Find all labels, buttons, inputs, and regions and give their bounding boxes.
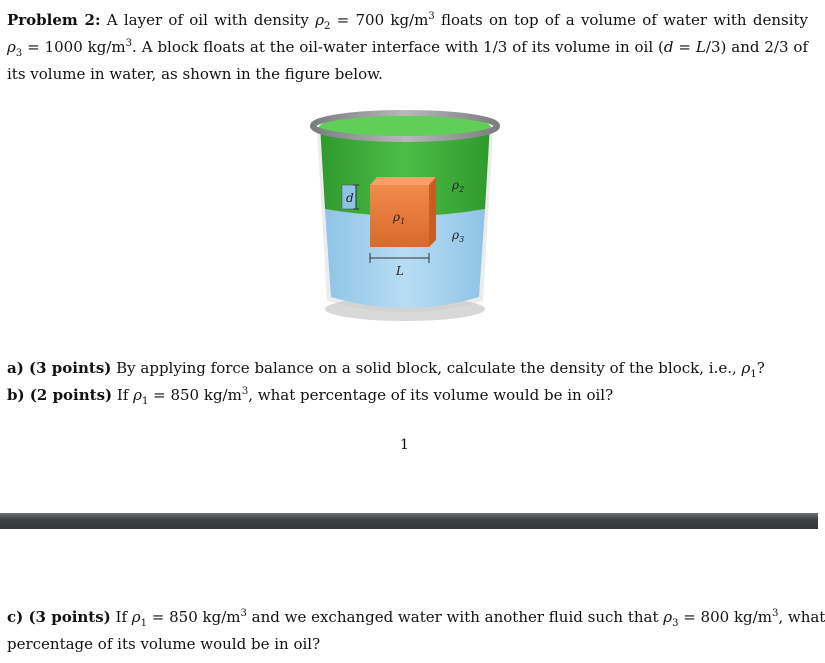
rho3-symbol: ρ [7,38,16,56]
intro-text: A layer of oil with density [106,11,309,29]
part-c-text-line2: percentage of its volume would be in oil? [7,635,321,653]
block-top [370,177,436,185]
rho1-subscript: 1 [141,396,149,407]
rho2-symbol: ρ [315,11,325,29]
part-b-text: If [112,386,134,404]
d-label: d [346,191,354,205]
unit-exponent: 3 [241,386,249,397]
rho1-label: $\rho_1$ [393,210,406,226]
rho3-label: $\rho_3$ [452,228,465,244]
L-variable: L [695,38,706,56]
problem-label: Problem 2: [7,11,101,29]
block-side [429,177,436,247]
part-c-text: If [110,608,132,626]
rho3-subscript: 3 [15,48,23,59]
problem-statement-line-1 [7,10,808,30]
beaker-illustration [305,113,505,330]
question-mark: ? [756,359,765,377]
part-b-text-end: , what percentage of its volume would be in oil? [248,386,614,404]
problem-statement-line-3 [7,64,808,84]
part-a-question [7,358,808,378]
equals-sign: = [673,38,696,56]
block-density-value: = 850 kg/m [148,386,242,404]
part-a-text: By applying force balance on a solid block, calculate the density of the block, i.e., [111,359,742,377]
rho2-subscript: 2 [324,21,331,32]
problem-statement-line-2 [7,37,808,57]
part-c-text-end: , what [778,608,825,626]
rho1-symbol: ρ [131,608,141,626]
intro-text-end: its volume in water, as shown in the figure below. [7,65,383,83]
water-density-value: = 1000 kg/m [22,38,126,56]
page-break-divider [0,513,818,529]
d-variable: d [663,38,674,56]
block-description: . A block floats at the oil-water interface with 1/3 of its volume in oil ( [132,38,664,56]
rho3-subscript: 3 [672,618,679,629]
part-c-text-mid: and we exchanged water with another fluid such that [246,608,664,626]
rho1-subscript: 1 [750,369,757,380]
L-label: L [396,264,404,278]
rho1-subscript: 1 [140,618,147,629]
unit-exponent: 3 [771,608,779,619]
part-c-label: c) (3 points) [7,608,111,626]
unit-exponent: 3 [240,608,247,619]
intro-text-cont: floats on top of a volume of water with density [434,11,808,29]
rho1-symbol: ρ [741,359,751,377]
part-b-question [7,385,808,405]
block-density-value: = 850 kg/m [147,608,241,626]
rho2-label: $\rho_2$ [452,178,465,194]
unit-exponent: 3 [428,11,435,22]
rho3-symbol: ρ [663,608,673,626]
part-b-label: b) (2 points) [7,386,113,404]
block-description-end: /3) and 2/3 of [705,38,809,56]
fluid-density-value: = 800 kg/m [678,608,772,626]
beaker-figure [305,113,505,330]
part-c-question-line-2 [7,634,808,654]
oil-density-value: = 700 kg/m [330,11,429,29]
part-a-label: a) (3 points) [7,359,112,377]
part-c-question-line-1 [7,607,825,629]
rho1-symbol: ρ [133,386,142,404]
unit-exponent: 3 [125,38,133,49]
page-number: 1 [400,437,409,453]
